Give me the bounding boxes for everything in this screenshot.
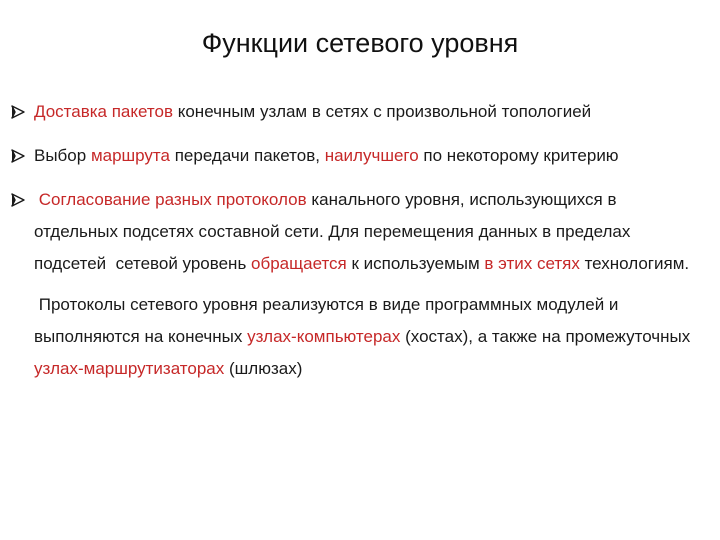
bullet-text — [34, 146, 619, 165]
bullet-item-routing — [0, 140, 720, 172]
text-run: к используемым — [346, 254, 485, 273]
text-run: конечным узлам в сетях с произвольной топологией — [173, 102, 592, 121]
summary-paragraph — [0, 289, 720, 385]
slide-title: Функции сетевого уровня — [201, 28, 519, 58]
text-run: технологиям. — [579, 254, 690, 273]
highlighted-term: маршрута — [90, 146, 170, 165]
text-run: Протоколы сетевого уровня реализуются в виде программных модулей и выполняются на конечных — [34, 295, 624, 346]
highlighted-term: Согласование разных протоколов — [34, 190, 307, 209]
highlighted-term: наилучшего — [324, 146, 419, 165]
arrowhead-bullet-icon — [11, 105, 25, 119]
arrowhead-bullet-icon — [11, 149, 25, 163]
bullet-item-delivery — [0, 96, 720, 128]
highlighted-term: Доставка пакетов — [34, 102, 173, 121]
slide-content — [0, 96, 720, 385]
text-run: по некоторому критерию — [418, 146, 619, 165]
highlighted-term: узлах-компьютерах — [247, 327, 401, 346]
highlighted-term: обращается — [251, 254, 347, 273]
bullet-text — [34, 190, 689, 273]
text-run: передачи пакетов, — [170, 146, 325, 165]
bullet-text — [34, 102, 591, 121]
text-run: (хостах), а также на промежуточных — [400, 327, 695, 346]
bullet-item-protocol-agreement — [0, 184, 720, 280]
highlighted-term: узлах-маршрутизаторах — [34, 359, 225, 378]
text-run: Выбор — [34, 146, 91, 165]
highlighted-term: в этих сетях — [484, 254, 580, 273]
arrowhead-bullet-icon — [11, 193, 25, 207]
text-run: канального уровня, использующихся в отдельных подсетях составной сети. Для перемещения данных в пределах подсетей сетевой уровень — [34, 190, 636, 273]
text-run: (шлюзах) — [224, 359, 303, 378]
paragraph-text — [34, 295, 695, 378]
